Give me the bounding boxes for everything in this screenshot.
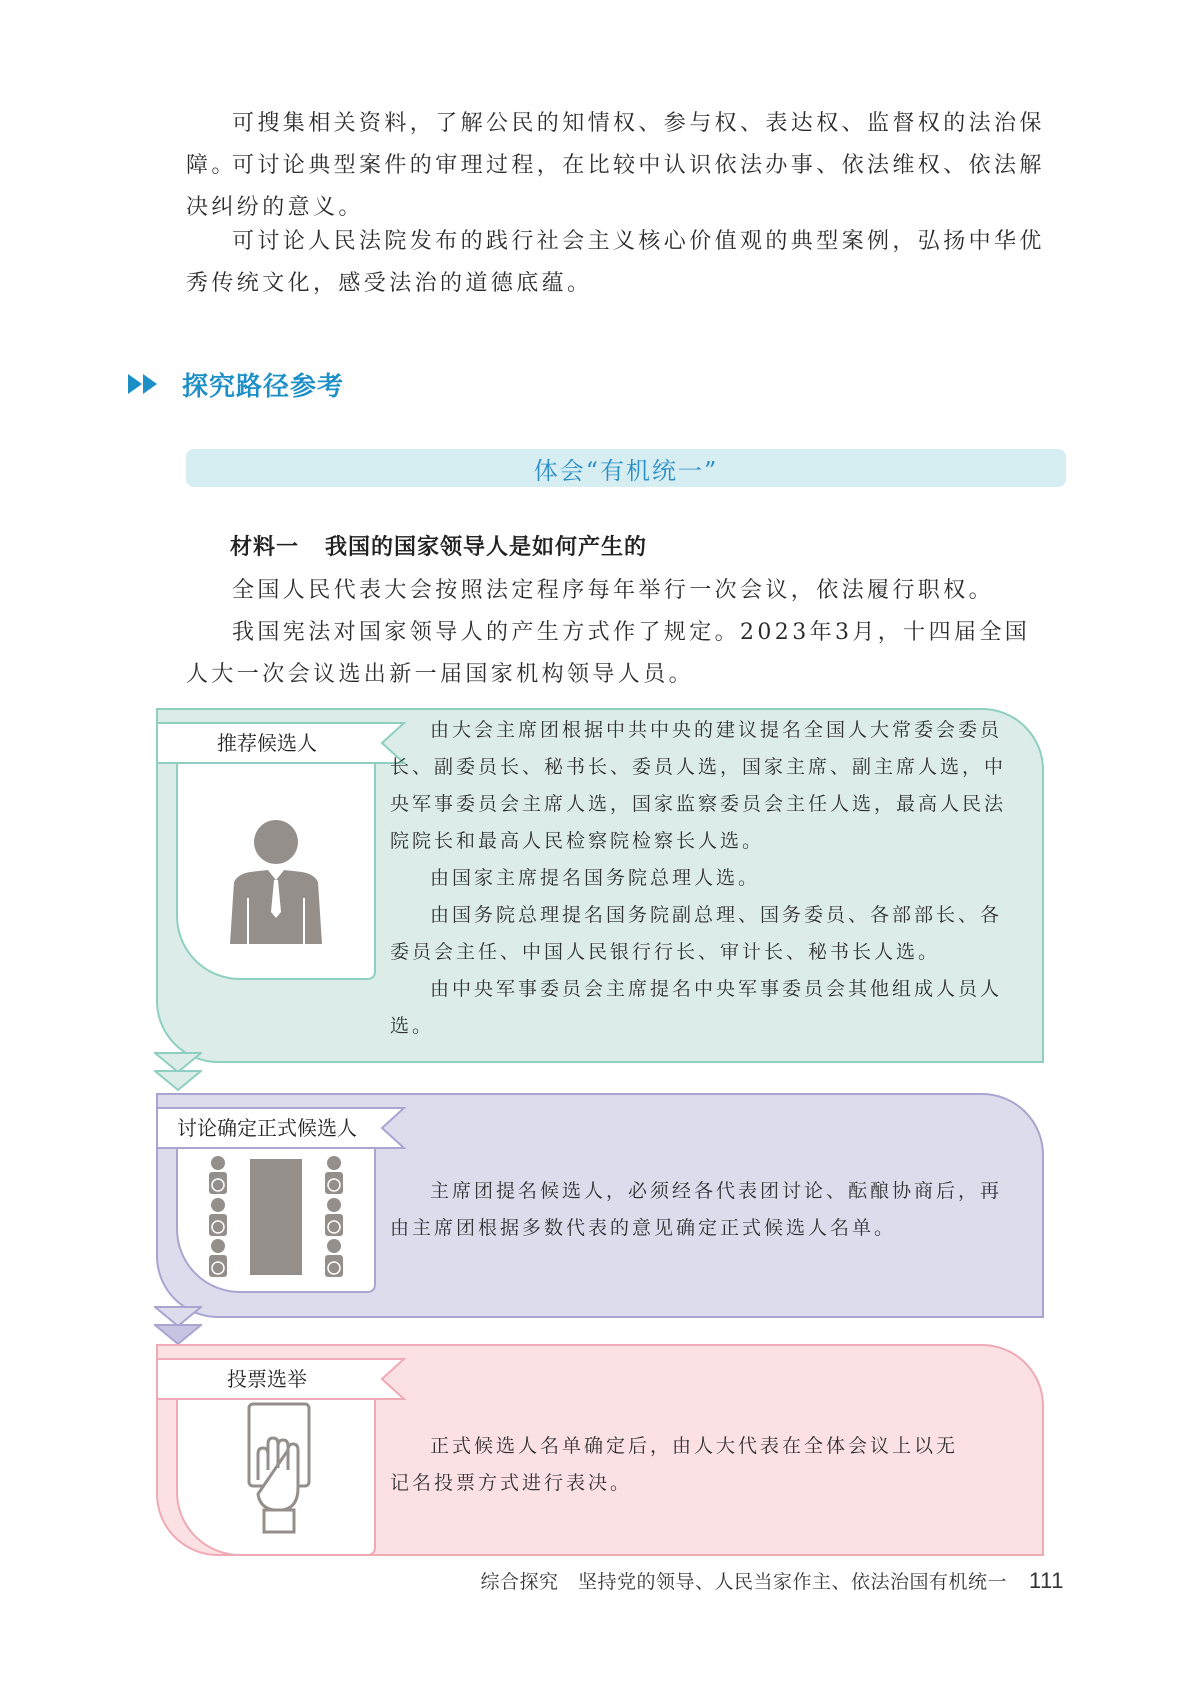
person-in-suit-icon — [178, 748, 374, 978]
step-panel-discuss — [156, 1093, 1044, 1318]
material-paragraph-2: 我国宪法对国家领导人的产生方式作了规定。2023年3月，十四届全国人大一次会议选出新一届国家机构领导人员。 — [186, 620, 1031, 687]
step-paragraph: 主席团提名候选人，必须经各代表团讨论、酝酿协商后，再由主席团根据多数代表的意见确定正式候选人名单。 — [390, 1180, 1003, 1239]
material-heading — [230, 530, 647, 561]
topic-banner — [186, 449, 1066, 487]
material-title: 我国的国家领导人是如何产生的 — [325, 535, 648, 560]
intro-paragraph-1: 可搜集相关资料，了解公民的知情权、参与权、表达权、监督权的法治保障。 — [186, 111, 1045, 178]
step-paragraph: 由大会主席团根据中共中央的建议提名全国人大常委会委员长、副委员长、秘书长、委员人选，国家主席、副主席人选，中央军事委员会主席人选，国家监察委员会主任人选，最高人民法院院长和最高人民检察院检察长人选。 — [390, 719, 1007, 852]
material-paragraph-1: 全国人民代表大会按照法定程序每年举行一次会议，依法履行职权。 — [232, 578, 995, 603]
page-number: 111 — [1029, 1568, 1064, 1593]
step-panel-vote — [156, 1344, 1044, 1556]
intro-paragraph-2: 可讨论典型案件的审理过程，在比较中认识依法办事、依法维权、依法解决纠纷的意义。 — [186, 153, 1045, 220]
footer-text: 综合探究 坚持党的领导、人民当家作主、依法治国有机统一 — [480, 1571, 1008, 1593]
step-tag — [156, 1358, 406, 1400]
meeting-table-icon — [178, 1133, 374, 1291]
arrow-down-icon — [154, 1052, 202, 1092]
step-tag — [156, 722, 406, 764]
step-paragraph: 正式候选人名单确定后，由人大代表在全体会议上以无记名投票方式进行表决。 — [390, 1435, 959, 1494]
hand-ballot-icon — [178, 1384, 374, 1554]
arrow-down-icon — [154, 1306, 202, 1346]
section-title: 探究路径参考 — [182, 371, 345, 402]
page-footer — [0, 1567, 1064, 1594]
step-tag-label: 投票选举 — [227, 1367, 307, 1391]
intro-paragraph-3: 可讨论人民法院发布的践行社会主义核心价值观的典型案例，弘扬中华优秀传统文化，感受法治的道德底蕴。 — [186, 229, 1045, 296]
step-tag-label: 讨论确定正式候选人 — [177, 1116, 357, 1140]
step-paragraph: 由国务院总理提名国务院副总理、国务委员、各部部长、各委员会主任、中国人民银行行长、审计长、秘书长人选。 — [390, 904, 1003, 963]
section-heading — [128, 364, 344, 404]
step-paragraph: 由国家主席提名国务院总理人选。 — [430, 867, 761, 889]
step-tag-label: 推荐候选人 — [217, 731, 317, 755]
step-icon-card — [176, 1382, 376, 1556]
banner-title: 体会“有机统一” — [533, 456, 719, 485]
step-icon-card — [176, 1131, 376, 1293]
step-paragraph: 由中央军事委员会主席提名中央军事委员会其他组成人员人选。 — [390, 978, 1003, 1037]
step-panel-nominate — [156, 708, 1044, 1063]
material-label: 材料一 — [230, 535, 300, 560]
double-play-arrow-icon — [128, 373, 162, 395]
step-tag — [156, 1107, 406, 1149]
step-icon-card — [176, 746, 376, 980]
